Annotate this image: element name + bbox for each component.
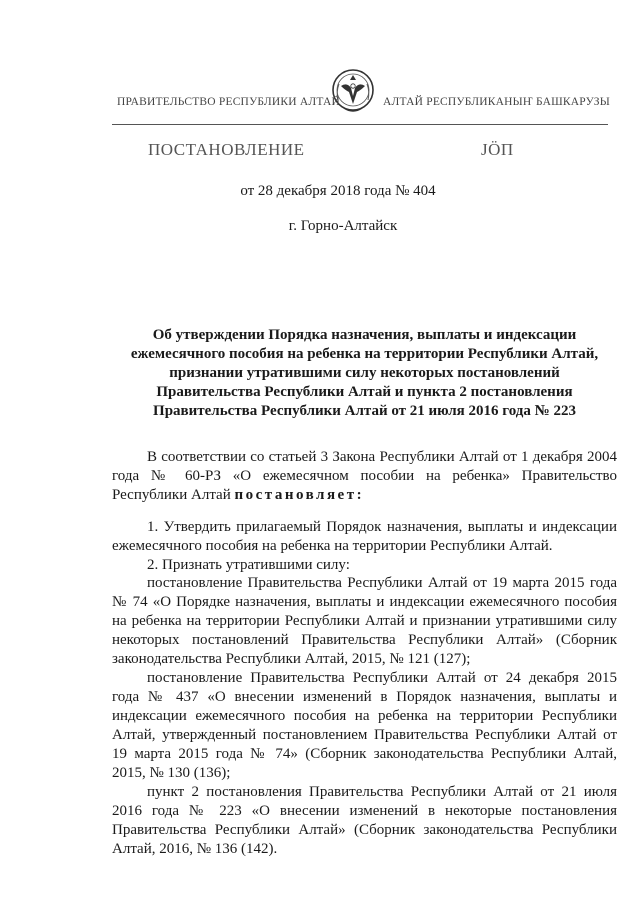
item-1-paragraph bbox=[112, 518, 617, 575]
title-line: Правительства Республики Алтай и пункта 2 постановления bbox=[156, 384, 573, 400]
document-title bbox=[112, 326, 617, 421]
repeal-item-1: постановление Правительства Республики Алтай от 19 марта 2015 года № 74 «О Порядке назначения, выплаты и индексации ежемесячного пособия на ребенка на территории Республики Алтай и признании утратившими силу некоторых постановлений Правительства Республики Алтай» (Сборник законодательства Республики Алтай, 2015, № 121 (127); bbox=[112, 575, 617, 667]
preamble-text: В соответствии со статьей 3 Закона Республики Алтай от 1 декабря 2004 года № 60-РЗ «О ежемесячном пособии на ребенка» Правительство Республики Алтай bbox=[112, 449, 617, 503]
repeal-list bbox=[112, 574, 617, 859]
document-kind-ru: ПОСТАНОВЛЕНИЕ bbox=[148, 140, 305, 159]
title-line: Об утверждении Порядка назначения, выплаты и индексации bbox=[152, 327, 577, 343]
title-line: ежемесячного пособия на ребенка на территории Республики Алтай, bbox=[130, 346, 599, 362]
repeal-item-3: пункт 2 постановления Правительства Республики Алтай от 21 июля 2016 года № 223 «О внесении изменений в некоторые постановления Правительства Республики Алтай» (Сборник законодательства Республики Алтай, 2016, № 136 (142). bbox=[112, 784, 617, 857]
document-city: г. Горно-Алтайск bbox=[288, 218, 398, 234]
preamble-paragraph bbox=[112, 448, 617, 505]
title-line: Правительства Республики Алтай от 21 июля 2016 года № 223 bbox=[153, 403, 576, 419]
title-line: признании утратившими силу некоторых постановлений bbox=[169, 365, 560, 381]
decree-word: постановляет: bbox=[234, 487, 365, 503]
item-2-text: 2. Признать утратившими силу: bbox=[147, 557, 350, 573]
header-divider bbox=[112, 124, 608, 125]
document-date: от 28 декабря 2018 года № 404 bbox=[240, 183, 436, 199]
repeal-item-2: постановление Правительства Республики Алтай от 24 декабря 2015 года № 437 «О внесении изменений в Порядок назначения, выплаты и индексации ежемесячного пособия на ребенка на территории Республики Алтай, утвержденный постановлением Правительства Республики Алтай от 19 марта 2015 года № 74» (Сборник законодательства Республики Алтай, 2015, № 130 (136); bbox=[112, 670, 617, 781]
item-1-text: 1. Утвердить прилагаемый Порядок назначения, выплаты и индексации ежемесячного пособия на ребенка на территории Республики Алтай. bbox=[112, 519, 617, 554]
header-org-right: АЛТАЙ РЕСПУБЛИКАНЫҤ БАШКАРУЗЫ bbox=[383, 96, 610, 108]
document-kind-alt: ЈӦП bbox=[481, 140, 514, 159]
coat-of-arms-icon bbox=[330, 66, 376, 118]
header-org-left: ПРАВИТЕЛЬСТВО РЕСПУБЛИКИ АЛТАЙ bbox=[117, 96, 341, 108]
